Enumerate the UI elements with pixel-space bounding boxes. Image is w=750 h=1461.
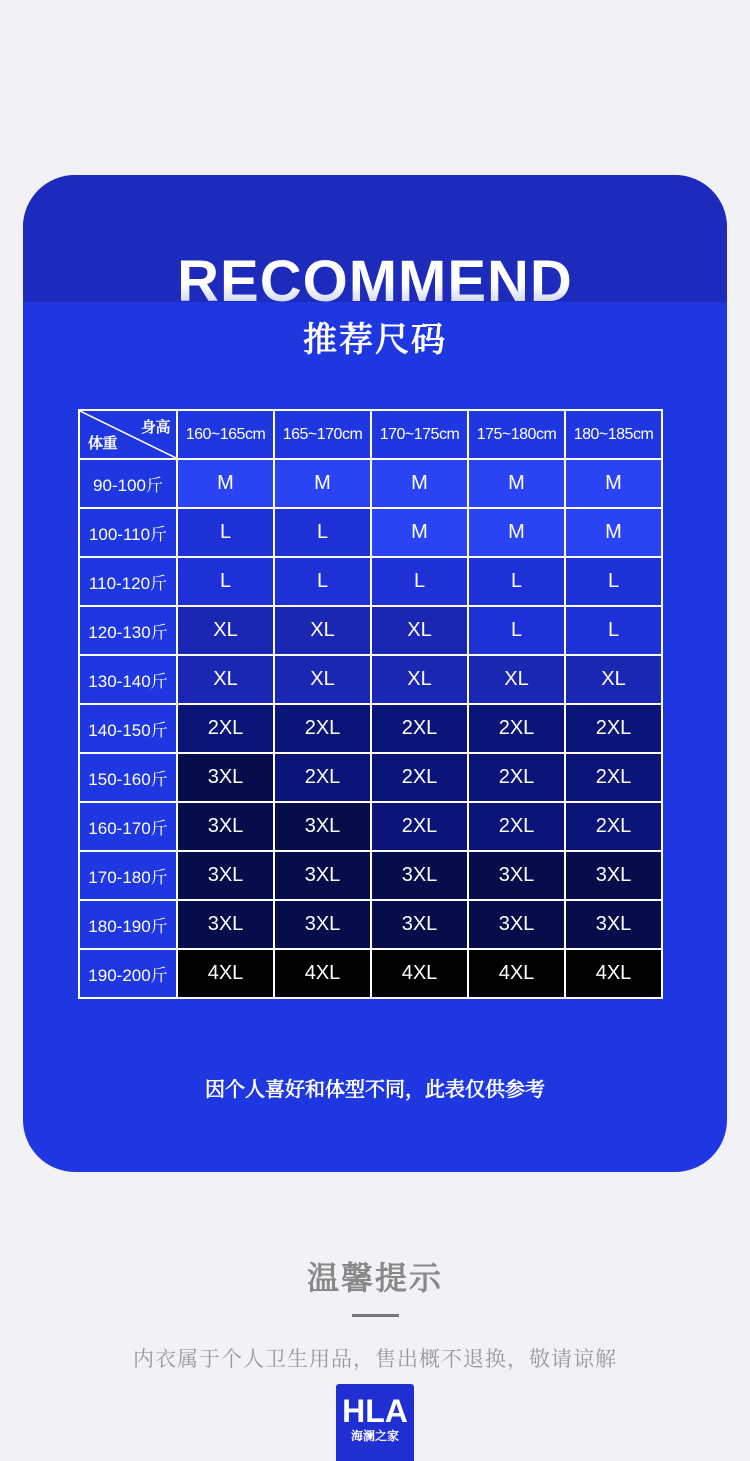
height-header: 170~175cm [371, 410, 468, 459]
size-cell: 2XL [565, 802, 662, 851]
size-cell: XL [274, 655, 371, 704]
size-cell: XL [371, 655, 468, 704]
size-cell: 3XL [177, 851, 274, 900]
size-cell: 3XL [274, 851, 371, 900]
size-cell: M [274, 459, 371, 508]
table-row [79, 459, 662, 508]
table-row [79, 606, 662, 655]
height-header: 175~180cm [468, 410, 565, 459]
size-cell: 2XL [371, 704, 468, 753]
size-cell: 2XL [468, 802, 565, 851]
table-row [79, 508, 662, 557]
tips-title: 温馨提示 [306, 1259, 443, 1297]
height-header: 160~165cm [177, 410, 274, 459]
size-cell: 3XL [371, 900, 468, 949]
size-cell: 2XL [468, 753, 565, 802]
size-cell: M [468, 459, 565, 508]
size-cell: M [565, 459, 662, 508]
size-cell: 3XL [371, 851, 468, 900]
size-cell: 4XL [565, 949, 662, 998]
size-cell: 3XL [565, 900, 662, 949]
size-cell: 2XL [177, 704, 274, 753]
weight-label: 170-180斤 [79, 851, 177, 900]
size-cell: 2XL [274, 704, 371, 753]
table-row [79, 949, 662, 998]
table-row [79, 802, 662, 851]
size-cell: L [468, 557, 565, 606]
size-cell: 3XL [468, 851, 565, 900]
size-cell: L [371, 557, 468, 606]
size-cell: M [468, 508, 565, 557]
weight-label: 90-100斤 [79, 459, 177, 508]
section-title: RECOMMEND [23, 252, 727, 312]
table-row [79, 655, 662, 704]
size-cell: 2XL [468, 704, 565, 753]
size-cell: L [177, 557, 274, 606]
height-header: 180~185cm [565, 410, 662, 459]
size-cell: 2XL [274, 753, 371, 802]
size-cell: M [371, 459, 468, 508]
size-cell: L [274, 557, 371, 606]
size-cell: L [177, 508, 274, 557]
table-row [79, 557, 662, 606]
brand-logo [336, 1384, 414, 1461]
size-cell: 3XL [565, 851, 662, 900]
size-cell: M [565, 508, 662, 557]
size-cell: XL [177, 606, 274, 655]
size-cell: 4XL [274, 949, 371, 998]
size-cell: 4XL [371, 949, 468, 998]
weight-label: 120-130斤 [79, 606, 177, 655]
size-cell: L [468, 606, 565, 655]
size-cell: L [565, 557, 662, 606]
size-cell: 3XL [274, 802, 371, 851]
disclaimer-note: 因个人喜好和体型不同，此表仅供参考 [205, 1077, 545, 1101]
section-subtitle: 推荐尺码 [303, 320, 447, 360]
corner-height-label: 身高 [140, 419, 170, 436]
size-cell: 4XL [468, 949, 565, 998]
size-cell: XL [371, 606, 468, 655]
size-cell: XL [274, 606, 371, 655]
logo-chinese-name: 海澜之家 [350, 1429, 399, 1443]
tips-divider [352, 1314, 399, 1317]
weight-label: 190-200斤 [79, 949, 177, 998]
size-recommend-card [23, 175, 727, 1172]
corner-weight-label: 体重 [88, 435, 118, 452]
size-cell: 3XL [177, 753, 274, 802]
size-cell: 3XL [177, 900, 274, 949]
logo-wordmark: HLA [342, 1393, 408, 1429]
tips-text: 内衣属于个人卫生用品，售出概不退换，敬请谅解 [133, 1347, 617, 1371]
size-cell: 3XL [177, 802, 274, 851]
size-cell: 4XL [177, 949, 274, 998]
size-cell: 2XL [371, 802, 468, 851]
size-cell: 2XL [565, 753, 662, 802]
size-cell: XL [565, 655, 662, 704]
height-header: 165~170cm [274, 410, 371, 459]
weight-label: 130-140斤 [79, 655, 177, 704]
size-cell: M [371, 508, 468, 557]
table-row [79, 753, 662, 802]
weight-label: 100-110斤 [79, 508, 177, 557]
table-header-row [79, 410, 662, 459]
table-row [79, 900, 662, 949]
weight-label: 110-120斤 [79, 557, 177, 606]
size-cell: 2XL [565, 704, 662, 753]
size-cell: L [565, 606, 662, 655]
size-cell: XL [468, 655, 565, 704]
table-row [79, 704, 662, 753]
weight-label: 160-170斤 [79, 802, 177, 851]
size-cell: L [274, 508, 371, 557]
size-cell: M [177, 459, 274, 508]
table-corner-cell [79, 410, 177, 459]
weight-label: 150-160斤 [79, 753, 177, 802]
weight-label: 140-150斤 [79, 704, 177, 753]
size-cell: XL [177, 655, 274, 704]
table-row [79, 851, 662, 900]
size-cell: 3XL [274, 900, 371, 949]
size-cell: 3XL [468, 900, 565, 949]
size-chart-table [78, 409, 663, 999]
size-cell: 2XL [371, 753, 468, 802]
weight-label: 180-190斤 [79, 900, 177, 949]
